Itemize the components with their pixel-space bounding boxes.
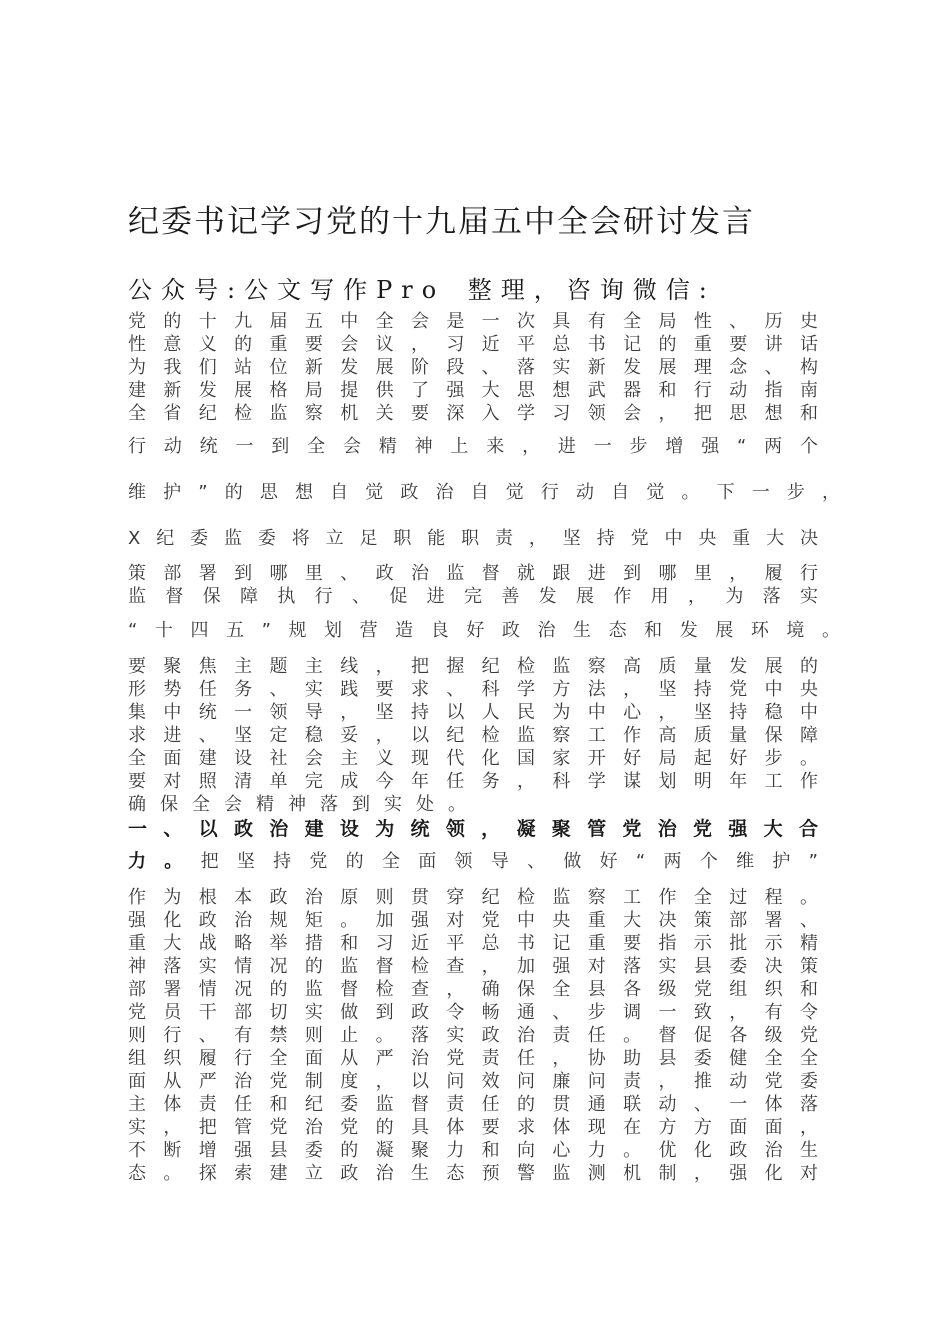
body-line-mixed [128,851,818,873]
body-line: 求进、坚定稳妥，以纪检监察工作高质量保障 [128,725,818,746]
body-line: “十四五”规划营造良好政治生态和发展环境。 [128,620,840,641]
body-line: 全省纪检监察机关要深入学习领会，把思想和 [128,403,818,424]
body-line: X纪委监委将立足职能职责，坚持党中央重大决 [128,528,818,549]
document-subtitle: 公众号:公文写作Pro 整理，咨询微信: [128,276,716,304]
body-line: 为我们站位新发展阶段、落实新发展理念、构 [128,357,818,378]
body-line: 主体责任和纪委监督责任的贯通联动、一体落 [128,1094,818,1115]
body-line: 党员干部切实做到政令畅通、步调一致，有令 [128,1002,818,1023]
document-title: 纪委书记学习党的十九届五中全会研讨发言 [128,204,755,240]
body-line: 实，把管党治党的具体要求体现在方方面面， [128,1117,818,1138]
section-heading: 一、以政治建设为统领，凝聚管党治党强大合 [128,818,818,840]
body-line: 重大战略举措和习近平总书记重要指示批示精 [128,933,818,954]
body-line: 要对照清单完成今年任务，科学谋划明年工作 [128,771,818,792]
section-heading-continued: 力。 [128,851,201,872]
body-line: 要聚焦主题主线，把握纪检监察高质量发展的 [128,656,818,677]
body-line: 作为根本政治原则贯穿纪检监察工作全过程。 [128,887,818,908]
body-line: 监督保障执行、促进完善发展作用，为落实 [128,586,818,607]
body-line: 全面建设社会主义现代化国家开好局起好步。 [128,748,818,769]
body-line: 则行、有禁则止。落实政治责任。督促各级党 [128,1025,818,1046]
body-line: 形势任务、实践要求、科学方法，坚持党中央 [128,679,818,700]
body-line: 强化政治规矩。加强对党中央重大决策部署、 [128,910,818,931]
body-line: 确保全会精神落到实处。 [128,794,480,815]
body-line: 性意义的重要会议，习近平总书记的重要讲话 [128,334,818,355]
body-line: 策部署到哪里、政治监督就跟进到哪里，履行 [128,563,818,584]
body-line: 面从严治党制度，以问效问廉问责，推动党委 [128,1071,818,1092]
body-line: 态。探索建立政治生态预警监测机制，强化对 [128,1163,818,1184]
body-line: 不断增强县委的凝聚力和向心力。优化政治生 [128,1140,818,1161]
body-line: 党的十九届五中全会是一次具有全局性、历史 [128,311,818,332]
body-line: 集中统一领导，坚持以人民为中心，坚持稳中 [128,702,818,723]
body-text: 把坚持党的全面领导、做好“两个维护” [200,851,818,872]
body-line: 组织履行全面从严治党责任，协助县委健全全 [128,1048,818,1069]
body-line: 建新发展格局提供了强大思想武器和行动指南 [128,380,818,401]
body-line: 维护”的思想自觉政治自觉行动自觉。下一步， [128,482,840,503]
body-line: 神落实情况的监督检查，加强对落实县委决策 [128,956,818,977]
body-line: 行动统一到全会精神上来，进一步增强“两个 [128,436,818,457]
body-line: 部署情况的监督检查，确保全县各级党组织和 [128,979,818,1000]
